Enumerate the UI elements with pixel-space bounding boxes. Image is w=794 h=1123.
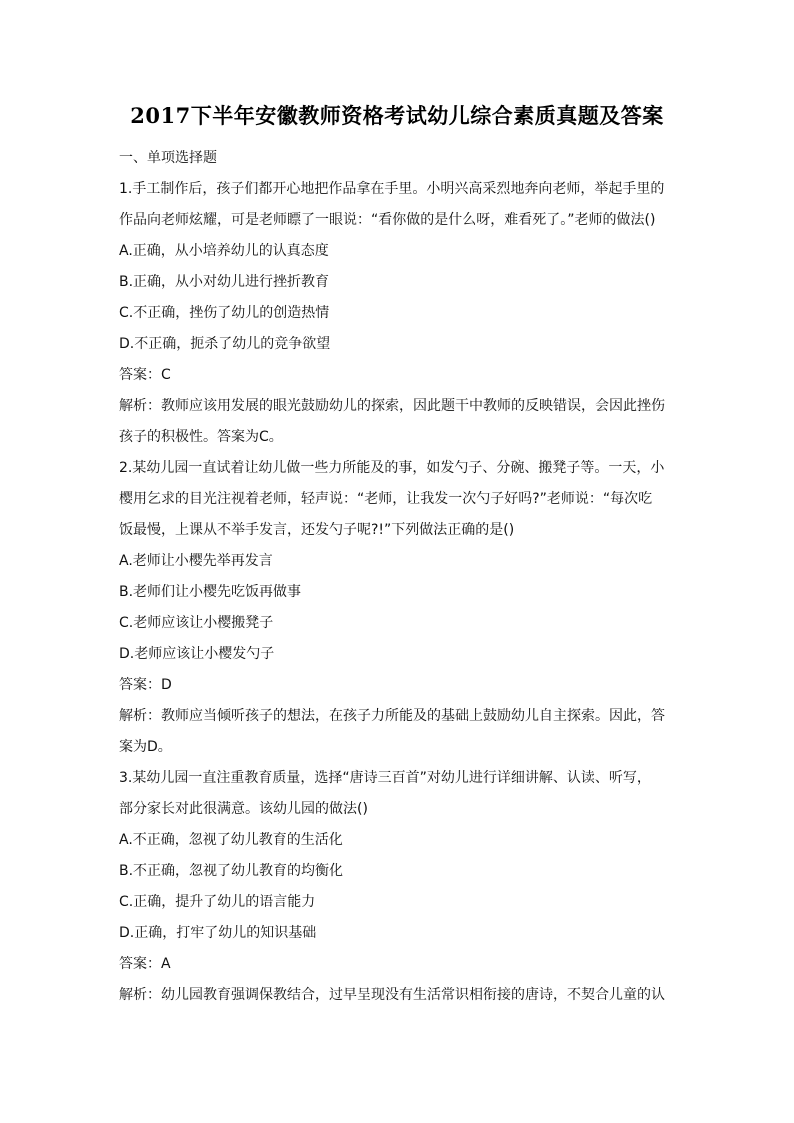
question-2-option-c: C.老师应该让小樱搬凳子	[119, 615, 274, 631]
question-2-analysis: 案为D。	[119, 739, 172, 755]
question-1-answer: 答案：C	[119, 367, 171, 383]
question-3-answer: 答案：A	[119, 956, 171, 972]
question-3-analysis: 解析：幼儿园教育强调保教结合，过早呈现没有生活常识相衔接的唐诗，不契合儿童的认	[119, 987, 665, 1003]
question-2-option-b: B.老师们让小樱先吃饭再做事	[119, 584, 302, 600]
question-2-answer: 答案：D	[119, 677, 172, 693]
question-2-text: 樱用乞求的目光注视着老师，轻声说：“老师，让我发一次勺子好吗?”老师说：“每次吃	[119, 491, 653, 507]
question-2-option-a: A.老师让小樱先举再发言	[119, 553, 273, 569]
question-1-text: 作品向老师炫耀，可是老师瞟了一眼说：“看你做的是什么呀，难看死了。”老师的做法()	[119, 212, 656, 228]
question-2-option-d: D.老师应该让小樱发勺子	[119, 646, 275, 662]
question-3-option-a: A.不正确，忽视了幼儿教育的生活化	[119, 832, 343, 848]
question-3-option-d: D.正确，打牢了幼儿的知识基础	[119, 925, 317, 941]
question-2-text: 饭最慢，上课从不举手发言，还发勺子呢?!”下列做法正确的是()	[119, 522, 515, 538]
section-heading: 一、单项选择题	[119, 150, 217, 166]
question-1-analysis: 解析：教师应该用发展的眼光鼓励幼儿的探索，因此题干中教师的反映错误，会因此挫伤	[119, 398, 665, 414]
document-title: 2017下半年安徽教师资格考试幼儿综合素质真题及答案	[130, 103, 664, 128]
question-3-option-b: B.不正确，忽视了幼儿教育的均衡化	[119, 863, 344, 879]
question-1-option-c: C.不正确，挫伤了幼儿的创造热情	[119, 305, 330, 321]
question-2-analysis: 解析：教师应当倾听孩子的想法，在孩子力所能及的基础上鼓励幼儿自主探索。因此，答	[119, 708, 665, 724]
question-3-option-c: C.正确，提升了幼儿的语言能力	[119, 894, 316, 910]
question-1-option-d: D.不正确，扼杀了幼儿的竞争欲望	[119, 336, 331, 352]
document-body	[119, 143, 679, 1011]
question-3-text: 部分家长对此很满意。该幼儿园的做法()	[119, 801, 368, 817]
question-2-text: 2.某幼儿园一直试着让幼儿做一些力所能及的事，如发勺子、分碗、搬凳子等。一天，小	[119, 460, 665, 476]
question-1-analysis: 孩子的积极性。答案为C。	[119, 429, 283, 445]
question-1-option-a: A.正确，从小培养幼儿的认真态度	[119, 243, 329, 259]
question-1-option-b: B.正确，从小对幼儿进行挫折教育	[119, 274, 330, 290]
question-3-text: 3.某幼儿园一直注重教育质量，选择“唐诗三百首”对幼儿进行详细讲解、认读、听写，	[119, 770, 651, 786]
question-1-text: 1.手工制作后，孩子们都开心地把作品拿在手里。小明兴高采烈地奔向老师，举起手里的	[119, 181, 665, 197]
